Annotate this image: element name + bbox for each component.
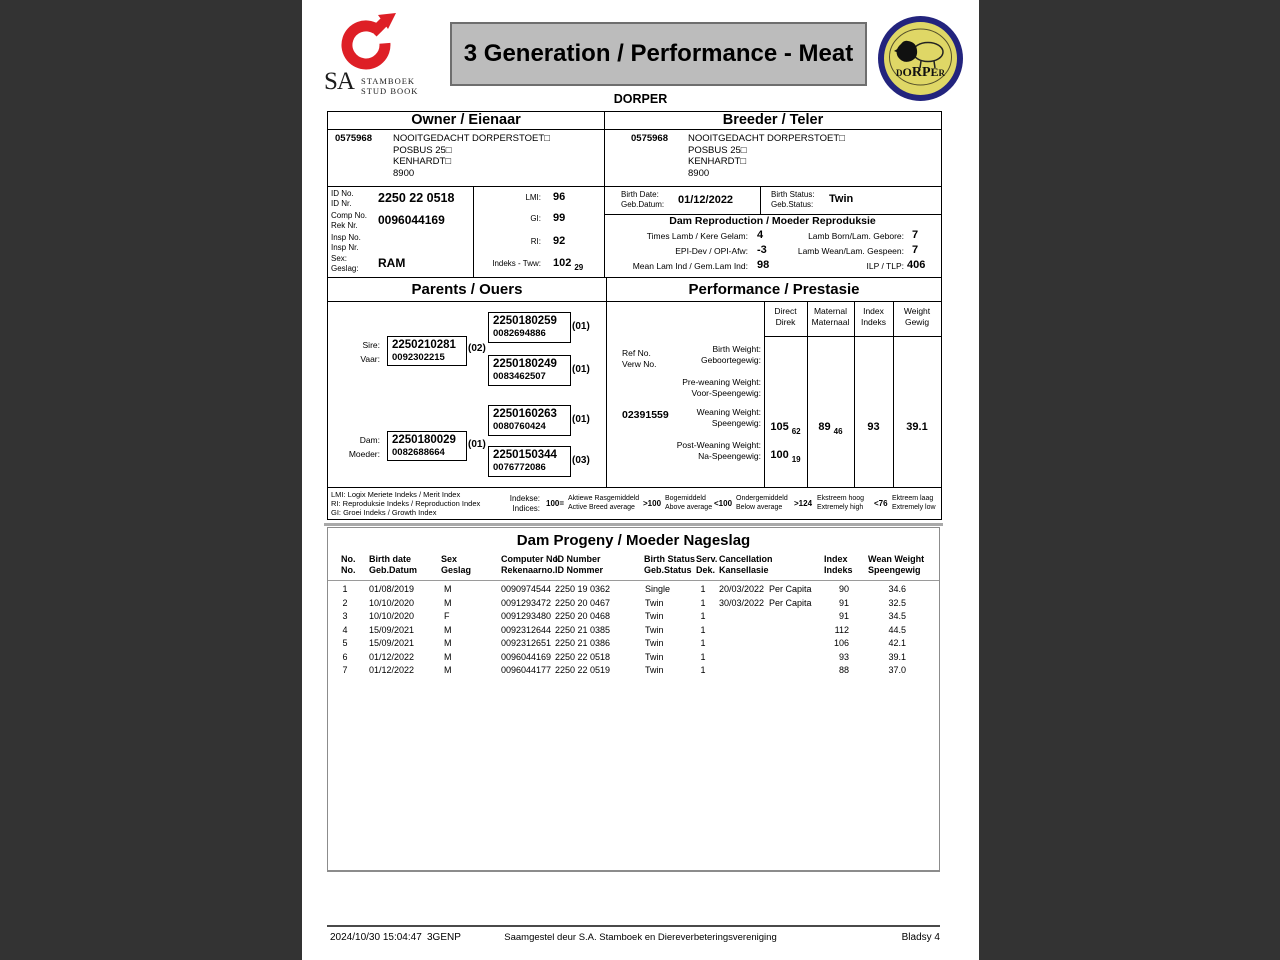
progeny-row <box>328 611 941 624</box>
dam-progeny-table <box>327 527 940 872</box>
mean-lam-ind-value: 98 <box>757 259 770 271</box>
progeny-row <box>328 652 941 665</box>
sire-note: (02) <box>468 343 486 354</box>
grandparent-comp-no: 0083462507 <box>493 371 546 382</box>
progeny-cell-birth-status: Twin <box>645 624 664 635</box>
grandparent-note: (03) <box>572 455 590 466</box>
grandparent-note: (01) <box>572 364 590 375</box>
pre-weaning-weight-label: Pre-weaning Weight: Voor-Speengewig: <box>682 377 761 398</box>
progeny-cell-id-number: 2250 20 0467 <box>555 597 611 608</box>
legend-scale-text: Ektreem laag Extremely low <box>892 495 936 511</box>
progeny-cell-no: 1 <box>342 584 348 594</box>
sa-logo-studbook-text: STUD BOOK <box>361 86 419 96</box>
sire-comp-no: 0092302215 <box>392 352 445 363</box>
birth-weight-label: Birth Weight: Geboortegewig: <box>700 344 761 365</box>
epi-dev-value: -3 <box>757 244 767 256</box>
footer-datetime: 2024/10/30 15:04:47 <box>330 932 422 943</box>
ri-label: RI: <box>530 237 541 246</box>
weaning-direct-value: 105 $_{62}$ <box>770 421 801 436</box>
col-header-sex: Sex Geslag <box>441 554 472 575</box>
grandparent-box <box>488 446 571 477</box>
progeny-cell-computer-no: 0096044169 <box>501 651 552 662</box>
legend-scale-value: >100 <box>643 499 662 508</box>
progeny-cell-no: 3 <box>342 611 348 621</box>
progeny-cell-computer-no: 0091293472 <box>501 597 552 608</box>
grandparent-id: 2250150344 <box>493 449 557 461</box>
progeny-row <box>328 665 941 678</box>
gi-value: 99 <box>553 212 566 224</box>
progeny-cell-index: 106 <box>833 638 849 648</box>
weaning-weight-value: 39.1 <box>906 421 928 433</box>
col-header-computer-no: Computer No. Rekenaarno. <box>501 554 561 575</box>
indeks-tww-value: 102 $_{29}$ <box>553 257 584 272</box>
lamb-wean-label: Lamb Wean/Lam. Gespeen: <box>797 246 904 256</box>
progeny-cell-birth-status: Twin <box>645 597 664 608</box>
progeny-cell-birth-status: Twin <box>645 665 664 675</box>
index-column-header: Index Indeks <box>860 306 887 327</box>
progeny-cell-birth-status: Twin <box>645 651 664 662</box>
progeny-cell-index: 88 <box>838 665 849 675</box>
progeny-cell-index: 93 <box>838 651 849 662</box>
comp-no-value: 0096044169 <box>378 213 445 227</box>
owner-address-line: POSBUS 25□ <box>393 144 452 156</box>
lamb-born-label: Lamb Born/Lam. Gebore: <box>808 231 904 241</box>
progeny-cell-no: 6 <box>342 651 348 662</box>
progeny-cell-wean-weight: 32.5 <box>888 597 906 608</box>
lamb-wean-value: 7 <box>912 244 919 256</box>
post-weaning-weight-label: Post-Weaning Weight: Na-Speengewig: <box>676 440 761 461</box>
performance-col-line <box>893 301 894 489</box>
breeder-address-line: 8900 <box>688 167 710 179</box>
progeny-cell-birth-status: Twin <box>645 638 664 648</box>
lmi-label: LMI: <box>525 193 541 202</box>
progeny-cell-id-number: 2250 21 0386 <box>555 638 611 648</box>
lamb-born-value: 7 <box>912 229 919 241</box>
breeder-address-line: NOOITGEDACHT DORPERSTOET□ <box>688 133 845 144</box>
owner-address-line: NOOITGEDACHT DORPERSTOET□ <box>393 133 550 144</box>
breeder-address-line: POSBUS 25□ <box>688 144 747 156</box>
parents-heading: Parents / Ouers <box>411 281 523 298</box>
legend-scale-value: >124 <box>794 499 813 508</box>
performance-col-line <box>807 301 808 489</box>
ilp-tlp-value: 406 <box>907 259 926 271</box>
performance-heading: Performance / Prestasie <box>688 281 860 298</box>
times-lamb-label: Times Lamb / Kere Gelam: <box>646 231 748 241</box>
owner-breeder-table <box>327 111 942 188</box>
maternal-column-header: Maternal Maternaal <box>811 306 850 327</box>
dorper-logo-text: DORPER <box>895 65 946 80</box>
progeny-row <box>328 638 941 651</box>
dam-box <box>387 431 467 461</box>
lmi-value: 96 <box>553 191 566 203</box>
col-header-cancellation: Cancellation Kansellasie <box>719 554 773 575</box>
sa-stamboek-logo <box>324 10 444 102</box>
ri-value: 92 <box>553 235 566 247</box>
id-no-label: ID No. ID Nr. <box>331 189 354 208</box>
progeny-cell-serv: 1 <box>700 611 706 621</box>
birth-date-value: 01/12/2022 <box>678 194 734 206</box>
performance-col-line <box>854 301 855 489</box>
progeny-cell-sex: M <box>444 584 452 594</box>
progeny-cell-birth-date: 01/08/2019 <box>369 584 415 594</box>
legend-scale-text: Ekstreem hoog Extremely high <box>817 495 865 511</box>
dam-reproduction-heading: Dam Reproduction / Moeder Reproduksie <box>669 215 876 227</box>
progeny-cell-birth-date: 01/12/2022 <box>369 665 415 675</box>
legend-scale-text: Bogemiddeld Above average <box>665 495 713 511</box>
legend-scale-text: Aktiewe Rasgemiddeld Active Breed average <box>568 495 640 511</box>
progeny-cell-id-number: 2250 22 0518 <box>555 651 611 662</box>
progeny-cell-serv: 1 <box>700 638 706 648</box>
progeny-cell-index: 112 <box>834 624 849 635</box>
progeny-cell-wean-weight: 44.5 <box>888 624 906 635</box>
birth-status-label: Birth Status: Geb.Status: <box>771 190 815 209</box>
progeny-cell-cancel-reason: Per Capita <box>769 597 812 608</box>
grandparent-box <box>488 355 571 386</box>
sa-logo-text: SA <box>324 68 354 95</box>
progeny-cell-wean-weight: 34.5 <box>888 611 906 621</box>
weaning-index-value: 93 <box>867 421 880 433</box>
parents-performance-divider <box>606 278 607 489</box>
owner-heading: Owner / Eienaar <box>411 112 521 128</box>
dam-progeny-rows <box>328 528 939 871</box>
grandparent-id: 2250180259 <box>493 315 557 327</box>
dam-label: Dam: Moeder: <box>348 435 380 459</box>
ref-no-value: 02391559 <box>622 409 669 421</box>
progeny-cell-index: 90 <box>838 584 849 594</box>
col-header-id-number: ID Number ID Nommer <box>555 554 604 575</box>
owner-address <box>393 133 550 179</box>
indekse-label: Indekse: Indices: <box>509 494 540 513</box>
sire-label: Sire: Vaar: <box>360 340 380 364</box>
progeny-cell-sex: M <box>444 651 452 662</box>
report-title: 3 Generation / Performance - Meat <box>463 40 854 67</box>
grandparent-comp-no: 0082694886 <box>493 328 546 339</box>
breeder-address <box>688 133 845 179</box>
col-header-wean-weight: Wean Weight Speengewig <box>868 554 925 575</box>
progeny-cell-sex: F <box>444 611 450 621</box>
progeny-cell-serv: 1 <box>700 624 706 635</box>
grandparent-note: (01) <box>572 321 590 332</box>
progeny-cell-serv: 1 <box>700 597 706 608</box>
progeny-cell-computer-no: 0091293480 <box>501 611 552 621</box>
progeny-cell-computer-no: 0092312644 <box>501 624 552 635</box>
progeny-cell-birth-status: Single <box>645 584 671 594</box>
progeny-cell-sex: M <box>444 624 452 635</box>
section-header-line <box>328 301 941 302</box>
progeny-cell-birth-status: Twin <box>645 611 664 621</box>
parents-performance-table <box>327 277 942 490</box>
grandparent-comp-no: 0076772086 <box>493 462 546 473</box>
dam-note: (01) <box>468 439 486 450</box>
insp-no-label: Insp No. Insp Nr. <box>331 233 361 252</box>
report-title-bar <box>450 22 867 86</box>
birth-row-divider <box>760 187 761 214</box>
ilp-tlp-label: ILP / TLP: <box>866 261 904 271</box>
col-header-index: Index Indeks <box>824 554 853 575</box>
breeder-number: 0575968 <box>631 133 668 144</box>
grandparent-box <box>488 312 571 343</box>
grandparent-comp-no: 0080760424 <box>493 421 546 432</box>
progeny-cell-birth-date: 15/09/2021 <box>369 638 415 648</box>
legend-scale-text: Ondergemiddeld Below average <box>736 495 788 511</box>
birth-date-label: Birth Date: Geb.Datum: <box>621 190 665 209</box>
progeny-cell-wean-weight: 34.6 <box>888 584 906 594</box>
grandparent-id: 2250160263 <box>493 408 557 420</box>
comp-no-label: Comp No. Rek Nr. <box>331 211 368 230</box>
birth-status-value: Twin <box>829 193 854 205</box>
birth-damrepro-section <box>604 187 941 279</box>
sex-label: Sex: Geslag: <box>331 254 359 273</box>
progeny-cell-birth-date: 15/09/2021 <box>369 624 415 635</box>
progeny-cell-sex: M <box>444 597 452 608</box>
col-header-no: No. No. <box>341 554 356 575</box>
legend-box <box>327 487 942 520</box>
progeny-cell-birth-date: 10/10/2020 <box>369 611 415 621</box>
times-lamb-value: 4 <box>757 229 764 241</box>
progeny-cell-cancel-date: 20/03/2022 <box>719 584 765 594</box>
progeny-cell-no: 7 <box>342 665 348 675</box>
progeny-cell-birth-date: 01/12/2022 <box>369 651 415 662</box>
col-header-birth-date: Birth date Geb.Datum <box>369 554 418 575</box>
legend-abbreviations: LMI: Logix Meriete Indeks / Merit Index RI: Reproduksie Indeks / Reproduction Index GI: Groei Indeks / Growth Index <box>331 490 481 517</box>
weaning-maternal-value: 89 $_{46}$ <box>818 421 843 436</box>
breeder-heading: Breeder / Teler <box>722 112 824 128</box>
progeny-cell-cancel-date: 30/03/2022 <box>719 597 765 608</box>
footer-rule <box>327 925 940 927</box>
progeny-cell-birth-date: 10/10/2020 <box>369 597 415 608</box>
grandparent-id: 2250180249 <box>493 358 557 370</box>
progeny-cell-computer-no: 0090974544 <box>501 584 552 594</box>
dam-comp-no: 0082688664 <box>392 447 445 458</box>
progeny-cell-id-number: 2250 19 0362 <box>555 584 611 594</box>
direct-column-header: Direct Direk <box>774 306 797 327</box>
col-header-birth-status: Birth Status Geb.Status <box>644 554 696 575</box>
owner-number: 0575968 <box>335 133 372 144</box>
progeny-row <box>328 625 941 638</box>
section-divider-rule <box>324 523 943 526</box>
progeny-cell-serv: 1 <box>700 584 706 594</box>
progeny-cell-computer-no: 0096044177 <box>501 665 552 675</box>
gi-label: GI: <box>530 214 541 223</box>
owner-address-line: 8900 <box>393 167 415 179</box>
legend-scale-value: 100= <box>546 499 565 508</box>
weight-column-header: Weight Gewig <box>903 306 931 327</box>
progeny-cell-cancel-reason: Per Capita <box>769 584 812 594</box>
mean-lam-ind-label: Mean Lam Ind / Gem.Lam Ind: <box>632 261 748 271</box>
progeny-cell-wean-weight: 42.1 <box>888 638 906 648</box>
post-weaning-direct-value: 100 $_{19}$ <box>770 449 801 464</box>
col-header-serv: Serv. Dek. <box>696 554 718 575</box>
progeny-cell-no: 4 <box>342 624 348 635</box>
progeny-cell-no: 2 <box>342 597 348 608</box>
progeny-cell-index: 91 <box>838 611 849 621</box>
progeny-cell-index: 91 <box>838 597 849 608</box>
report-page <box>302 0 979 960</box>
indeks-tww-label: Indeks - Tww: <box>492 259 541 268</box>
owner-breeder-header-line <box>328 129 941 130</box>
weaning-weight-label: Weaning Weight: Speengewig: <box>696 407 761 428</box>
progeny-row <box>328 598 941 611</box>
sire-id: 2250210281 <box>392 339 456 351</box>
legend-scale-value: <100 <box>714 499 733 508</box>
dam-progeny-heading: Dam Progeny / Moeder Nageslag <box>516 532 751 549</box>
progeny-cell-sex: M <box>444 665 452 675</box>
dorper-breed-logo-icon <box>877 15 964 102</box>
progeny-cell-sex: M <box>444 638 452 648</box>
progeny-cell-id-number: 2250 22 0519 <box>555 665 611 675</box>
progeny-cell-wean-weight: 37.0 <box>888 665 906 675</box>
identity-table <box>327 186 942 280</box>
performance-header-line <box>764 336 941 337</box>
footer-report-code: 3GENP <box>427 932 461 943</box>
breed-name: DORPER <box>613 92 668 106</box>
sa-logo-stamboek-text: STAMBOEK <box>361 76 416 86</box>
sa-stamboek-logo-icon <box>338 12 400 74</box>
sire-box <box>387 336 467 366</box>
ref-no-label: Ref No. Verw No. <box>622 348 657 369</box>
id-no-value: 2250 22 0518 <box>378 191 455 205</box>
grandparent-note: (01) <box>572 414 590 425</box>
footer-center-text: Saamgestel deur S.A. Stamboek en Diereverbeteringsvereniging <box>504 932 777 943</box>
progeny-cell-serv: 1 <box>700 651 706 662</box>
progeny-cell-serv: 1 <box>700 665 706 675</box>
epi-dev-label: EPI-Dev / OPI-Afw: <box>675 246 748 256</box>
progeny-cell-no: 5 <box>342 638 348 648</box>
progeny-cell-id-number: 2250 20 0468 <box>555 611 611 621</box>
legend-scale-value: <76 <box>874 499 888 508</box>
progeny-row <box>328 584 941 597</box>
progeny-cell-computer-no: 0092312651 <box>501 638 552 648</box>
dam-id: 2250180029 <box>392 434 456 446</box>
progeny-cell-wean-weight: 39.1 <box>888 651 906 662</box>
sex-value: RAM <box>378 256 406 270</box>
progeny-cell-id-number: 2250 21 0385 <box>555 624 611 635</box>
grandparent-box <box>488 405 571 436</box>
indeks-tww-accuracy: 29 <box>574 263 584 272</box>
breeder-address-line: KENHARDT□ <box>688 156 746 167</box>
owner-address-line: KENHARDT□ <box>393 156 451 167</box>
footer-page-number: Bladsy 4 <box>901 932 940 943</box>
